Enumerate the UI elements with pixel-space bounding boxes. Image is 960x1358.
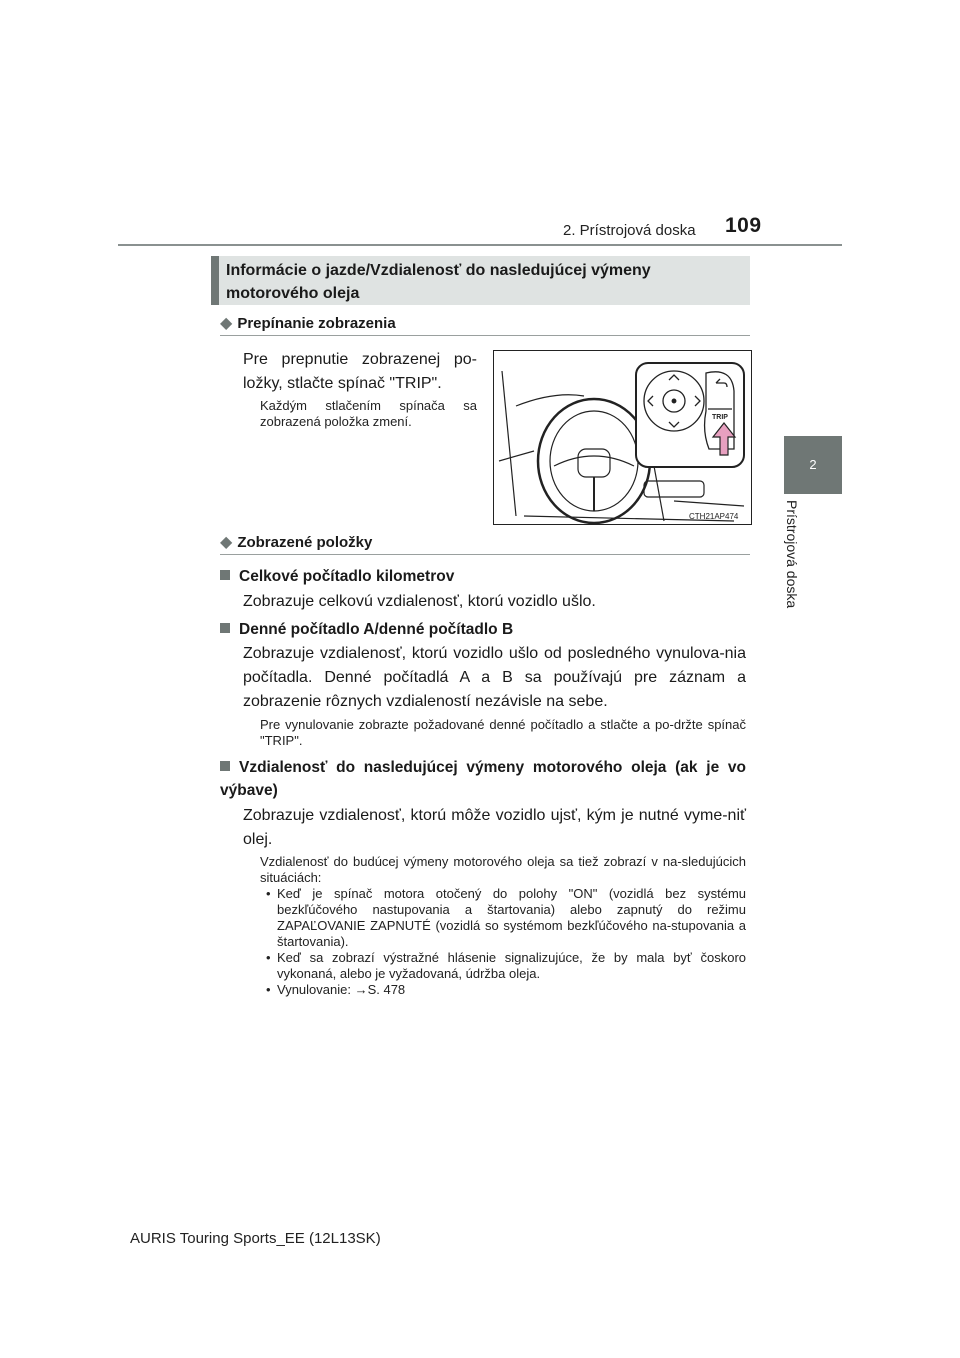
switching-heading (220, 313, 396, 333)
trip-title: Denné počítadlo A/denné počítadlo B (239, 621, 514, 638)
items-heading-text: Zobrazené položky (237, 534, 373, 551)
odometer-heading (220, 565, 454, 588)
items-heading (220, 532, 372, 552)
oil-note-list (260, 886, 746, 998)
oil-title: Vzdialenosť do nasledujúcej výmeny motorového oleja (ak je vo výbave) (220, 759, 746, 799)
square-bullet-icon (220, 623, 230, 633)
diamond-icon: ◆ (220, 315, 233, 332)
odometer-text: Zobrazuje celkovú vzdialenosť, ktorú vozidlo ušlo. (243, 593, 596, 610)
chapter-tab (784, 436, 842, 494)
chapter-header: 2. Prístrojová doska (563, 222, 696, 239)
trip-heading (220, 618, 513, 641)
oil-text: Zobrazuje vzdialenosť, ktorú môže vozidlo ujsť, kým je nutné vyme-niť olej. (243, 807, 746, 848)
footer-model: AURIS Touring Sports_EE (12L13SK) (130, 1230, 381, 1247)
header-divider (118, 244, 842, 246)
switching-note: Každým stlačením spínača sa zobrazená položka zmení. (260, 398, 477, 429)
steering-wheel-illustration (494, 351, 751, 524)
chapter-tab-label: Prístrojová doska (784, 500, 800, 609)
trip-text: Zobrazuje vzdialenosť, ktorú vozidlo ušlo od posledného vynulova-nia počítadla. Denné počítadlá A a B sa používajú pre záznam a zobrazenie rôznych vzdialeností nezávisle na sebe. (243, 645, 746, 710)
list-item: • Keď je spínač motora otočený do polohy "ON" (vozidlá bez systému bezkľúčového nastupovania a štartovania) alebo zapnutý do režimu ZAPAĽOVANIE ZAPNUTÉ (vozidlá so systémom bezkľúčového na-stupovania a štartovania). (260, 886, 746, 950)
trip-note: Pre vynulovanie zobrazte požadované denné počítadlo a stlačte a po-držte spínač "TRIP". (260, 717, 746, 748)
diamond-icon: ◆ (220, 534, 233, 551)
chapter-tab-label-wrap (760, 500, 820, 630)
trip-button-label: TRIP (712, 414, 728, 421)
list-item: • Keď sa zobrazí výstražné hlásenie signalizujúce, že by mala byť čoskoro vykonaná, alebo je vyžadovaná, údržba oleja. (260, 950, 746, 982)
square-bullet-icon (220, 761, 230, 771)
oil-heading (220, 756, 746, 802)
steering-switch-figure (493, 350, 752, 525)
figure-code: CTH21AP474 (689, 512, 739, 521)
page-number: 109 (725, 214, 762, 237)
square-bullet-icon (220, 570, 230, 580)
chapter-tab-number: 2 (809, 457, 817, 472)
odometer-title: Celkové počítadlo kilometrov (239, 568, 455, 585)
switching-rule (220, 335, 750, 336)
section-title: Informácie o jazde/Vzdialenosť do nasledujúcej výmeny motorového oleja (226, 262, 651, 302)
oil-note-intro: Vzdialenosť do budúcej výmeny motorového oleja sa tiež zobrazí v na-sledujúcich situáciách: (260, 854, 746, 885)
switching-body: Pre prepnutie zobrazenej po-ložky, stlačte spínač "TRIP". (243, 351, 477, 392)
items-rule (220, 554, 750, 555)
switching-heading-text: Prepínanie zobrazenia (237, 315, 396, 332)
section-title-bar (211, 256, 219, 305)
list-item: • Vynulovanie: →S. 478 (260, 982, 746, 998)
oil-note (260, 854, 746, 998)
